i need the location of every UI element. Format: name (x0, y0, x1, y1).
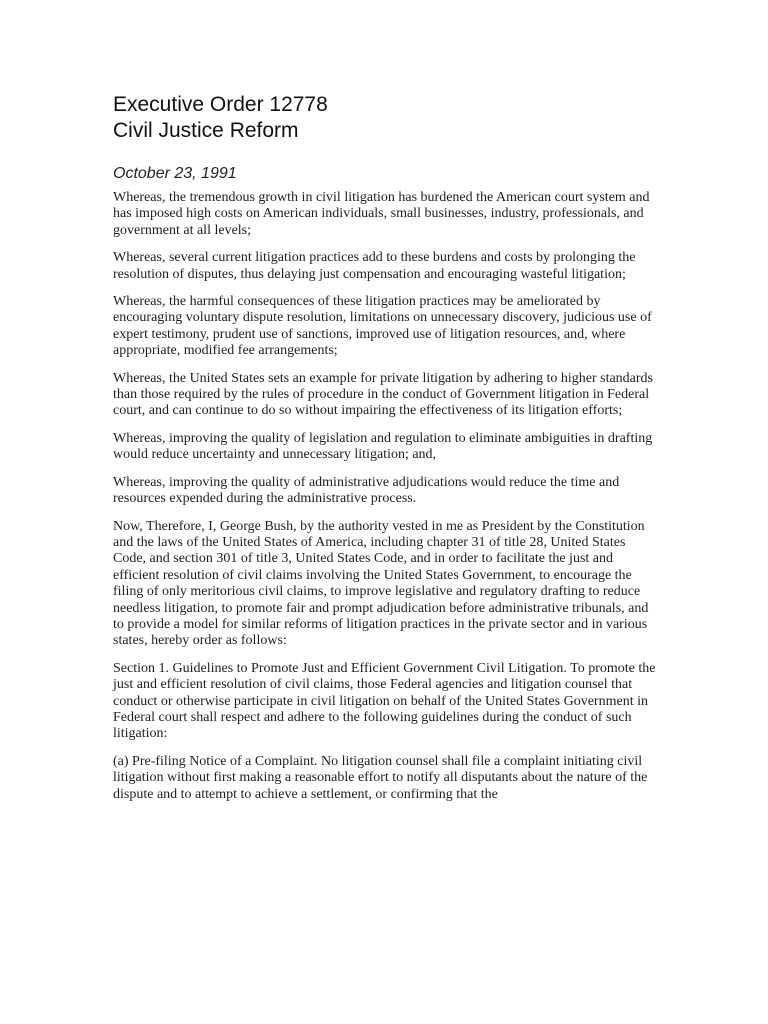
document-date: October 23, 1991 (113, 165, 237, 182)
title-line-1: Executive Order 12778 (113, 93, 328, 116)
document-title (113, 92, 658, 144)
paragraph-2: Whereas, several current litigation practices add to these burdens and costs by prolonging the resolution of disputes, thus delaying just compensation and encouraging wasteful litigation; (113, 250, 636, 282)
paragraph-8: Section 1. Guidelines to Promote Just and Efficient Government Civil Litigation. To promote the just and efficient resolution of civil claims, those Federal agencies and litigation counsel that conduct or otherwise participate in civil litigation on behalf of the United States Government in Federal court shall respect and adhere to the following guidelines during the conduct of such litigation: (113, 660, 656, 742)
paragraph-9: (a) Pre-filing Notice of a Complaint. No litigation counsel shall file a complaint initiating civil litigation without first making a reasonable effort to notify all disputants about the nature of the dispute and to attempt to achieve a settlement, or confirming that the (113, 753, 648, 802)
paragraph-7: Now, Therefore, I, George Bush, by the authority vested in me as President by the Constitution and the laws of the United States of America, including chapter 31 of title 28, United States Code, and section 301 of title 3, United States Code, and in order to facilitate the just and efficient resolution of civil claims involving the United States Government, to encourage the filing of only meritorious civil claims, to improve legislative and regulatory drafting to reduce needless litigation, to promote fair and prompt adjudication before administrative tribunals, and to provide a model for similar reforms of litigation practices in the private sector and in various states, hereby order as follows: (113, 518, 649, 649)
paragraph-6: Whereas, improving the quality of administrative adjudications would reduce the time and resources expended during the administrative process. (113, 474, 620, 507)
paragraph-5: Whereas, improving the quality of legislation and regulation to eliminate ambiguities in drafting would reduce uncertainty and unnecessary litigation; and, (113, 430, 653, 463)
paragraph-4: Whereas, the United States sets an example for private litigation by adhering to higher standards than those required by the rules of procedure in the conduct of Government litigation in Federal court, and can continue to do so without impairing the effectiveness of its litigation efforts; (113, 370, 654, 419)
title-line-2: Civil Justice Reform (113, 119, 299, 142)
paragraph-3: Whereas, the harmful consequences of these litigation practices may be ameliorated by encouraging voluntary dispute resolution, limitations on unnecessary discovery, judicious use of expert testimony, prudent use of sanctions, improved use of litigation resources, and, where appropriate, modified fee arrangements; (113, 294, 652, 359)
paragraph-1: Whereas, the tremendous growth in civil litigation has burdened the American court system and has imposed high costs on American individuals, small businesses, industry, professionals, and government at all levels; (113, 190, 650, 238)
document-page (113, 92, 658, 814)
